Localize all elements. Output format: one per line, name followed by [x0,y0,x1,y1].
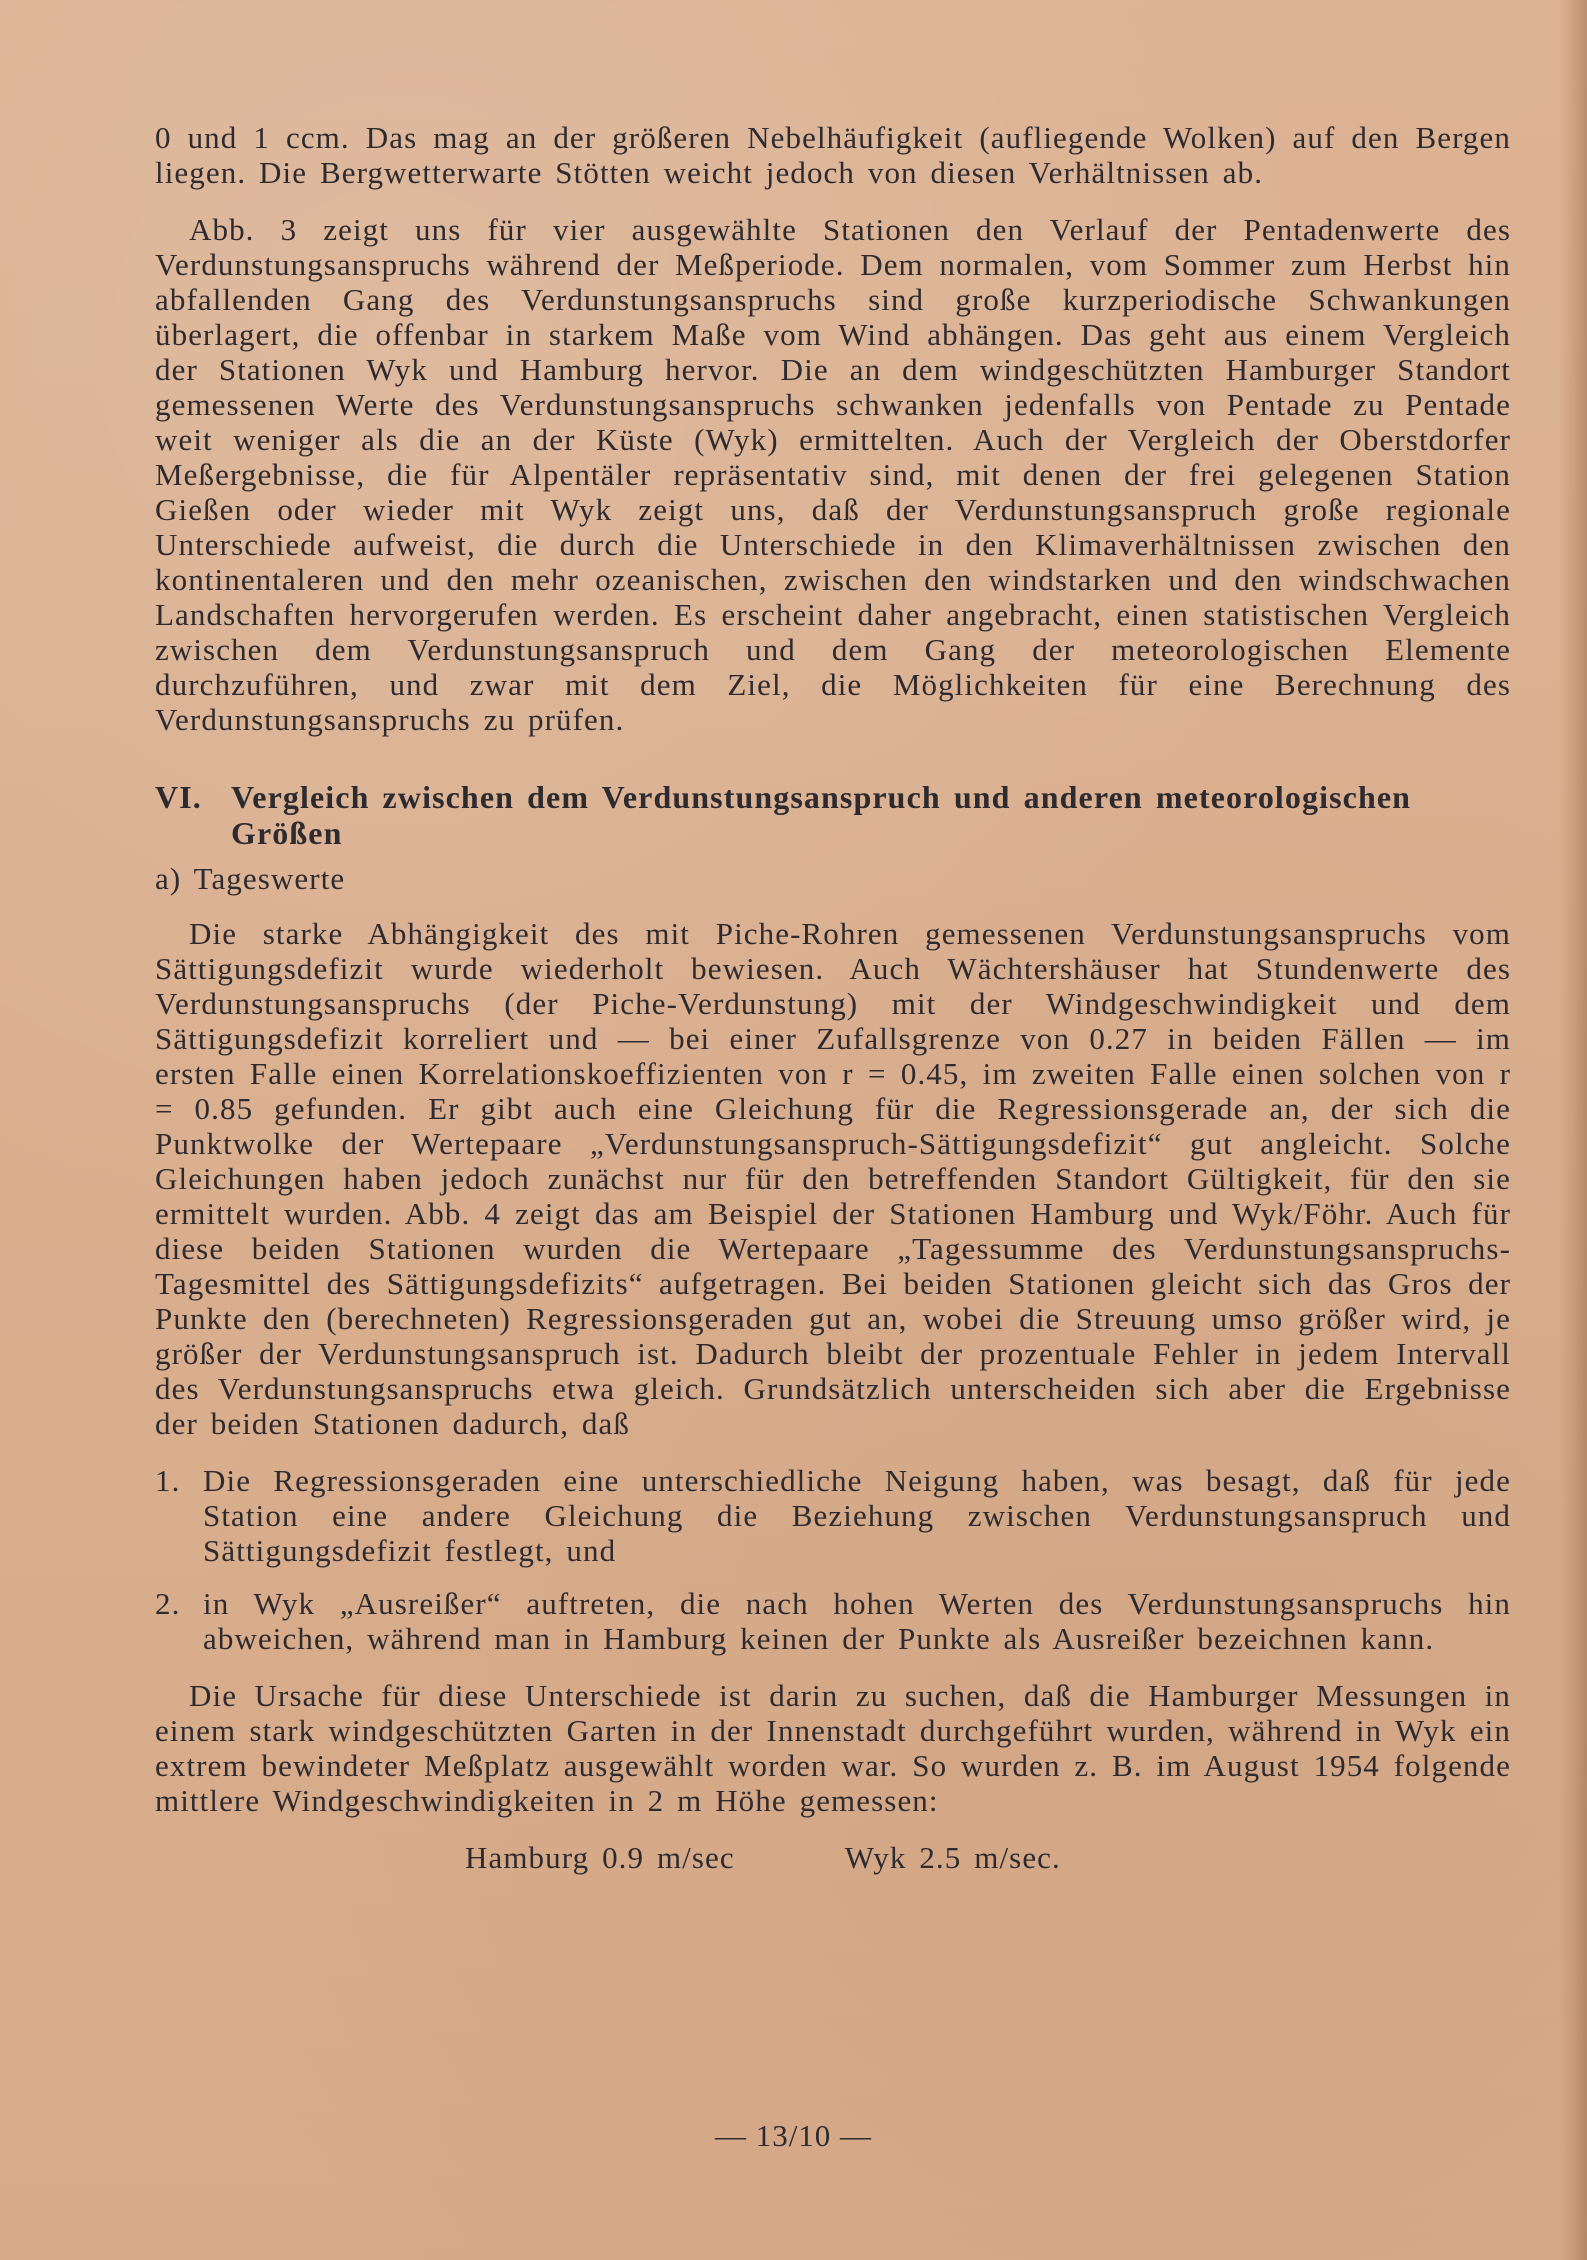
paragraph-3: Die starke Abhängigkeit des mit Piche-Rohren gemessenen Verdunstungsanspruchs vom Sättigungsdefizit wurde wiederholt bewiesen. Auch Wächtershäuser hat Stundenwerte des Verdunstungsanspruchs (der Piche-Verdunstung) mit der Windgeschwindigkeit und dem Sättigungsdefizit korreliert und — bei einer Zufallsgrenze von 0.27 in beiden Fällen — im ersten Falle einen Korrelationskoeffizienten von r = 0.45, im zweiten Falle einen solchen von r = 0.85 gefunden. Er gibt auch eine Gleichung für die Regressionsgerade an, der sich die Punktwolke der Wertepaare „Verdunstungsanspruch-Sättigungsdefizit“ gut angleicht. Solche Gleichungen haben jedoch zunächst nur für den betreffenden Standort Gültigkeit, für den sie ermittelt wurden. Abb. 4 zeigt das am Beispiel der Stationen Hamburg und Wyk/Föhr. Auch für diese beiden Stationen wurden die Wertepaare „Tagessumme des Verdunstungsanspruchs-Tagesmittel des Sättigungsdefizits“ aufgetragen. Bei beiden Stationen gleicht sich das Gros der Punkte den (berechneten) Regressionsgeraden gut an, wobei die Streuung umso größer wird, je größer der Verdunstungsanspruch ist. Dadurch bleibt der prozentuale Fehler in jedem Intervall des Verdunstungsanspruchs etwa gleich. Grundsätzlich unterscheiden sich aber die Ergebnisse der beiden Stationen dadurch, daß [155,916,1511,1441]
list-item-text: in Wyk „Ausreißer“ auftreten, die nach hohen Werten des Verdunstungsanspruchs hin abweichen, während man in Hamburg keinen der Punkte als Ausreißer bezeichnen kann. [203,1586,1511,1656]
paragraph-4: Die Ursache für diese Unterschiede ist darin zu suchen, daß die Hamburger Messungen in einem stark windgeschützten Garten in der Innenstadt durchgeführt wurden, während in Wyk ein extrem bewindeter Meßplatz ausgewählt worden war. So wurden z. B. im August 1954 folgende mittlere Windgeschwindigkeiten in 2 m Höhe gemessen: [155,1678,1511,1818]
page-number: — 13/10 — [714,2118,873,2153]
paragraph-1: 0 und 1 ccm. Das mag an der größeren Nebelhäufigkeit (aufliegende Wolken) auf den Bergen liegen. Die Bergwetterwarte Stötten weicht jedoch von diesen Verhältnissen ab. [155,120,1511,190]
section-heading [155,779,1511,851]
list-item-number: 1. [155,1463,181,1498]
section-number: VI. [155,779,202,815]
wind-speed-row [465,1840,1511,1875]
list-item [155,1463,1511,1568]
numbered-list [155,1463,1511,1656]
list-item-number: 2. [155,1586,181,1621]
list-item-text: Die Regressionsgeraden eine unterschiedliche Neigung haben, was besagt, daß für jede Station eine andere Gleichung die Beziehung zwischen Verdunstungsanspruch und Sättigungsdefizit festlegt, und [203,1463,1511,1568]
paper-edge-shadow [1559,0,1587,2260]
list-item [155,1586,1511,1656]
section-title: Vergleich zwischen dem Verdunstungsanspruch und anderen meteorologischen Größen [231,779,1412,851]
page-content [155,120,1511,1875]
wyk-wind-speed: Wyk 2.5 m/sec. [844,1840,1061,1875]
paragraph-2: Abb. 3 zeigt uns für vier ausgewählte Stationen den Verlauf der Pentadenwerte des Verdunstungsanspruchs während der Meßperiode. Dem normalen, vom Sommer zum Herbst hin abfallenden Gang des Verdunstungsanspruchs sind große kurzperiodische Schwankungen überlagert, die offenbar in starkem Maße vom Wind abhängen. Das geht aus einem Vergleich der Stationen Wyk und Hamburg hervor. Die an dem windgeschützten Hamburger Standort gemessenen Werte des Verdunstungsanspruchs schwanken jedenfalls von Pentade zu Pentade weit weniger als die an der Küste (Wyk) ermittelten. Auch der Vergleich der Oberstdorfer Meßergebnisse, die für Alpentäler repräsentativ sind, mit denen der frei gelegenen Station Gießen oder wieder mit Wyk zeigt uns, daß der Verdunstungsanspruch große regionale Unterschiede aufweist, die durch die Unterschiede in den Klimaverhältnissen zwischen den kontinentaleren und den mehr ozeanischen, zwischen den windstarken und den windschwachen Landschaften hervorgerufen werden. Es erscheint daher angebracht, einen statistischen Vergleich zwischen dem Verdunstungsanspruch und dem Gang der meteorologischen Elemente durchzuführen, und zwar mit dem Ziel, die Möglichkeiten für eine Berechnung des Verdunstungsanspruchs zu prüfen. [155,212,1511,737]
hamburg-wind-speed: Hamburg 0.9 m/sec [465,1840,735,1875]
subheading: a) Tageswerte [155,861,346,896]
